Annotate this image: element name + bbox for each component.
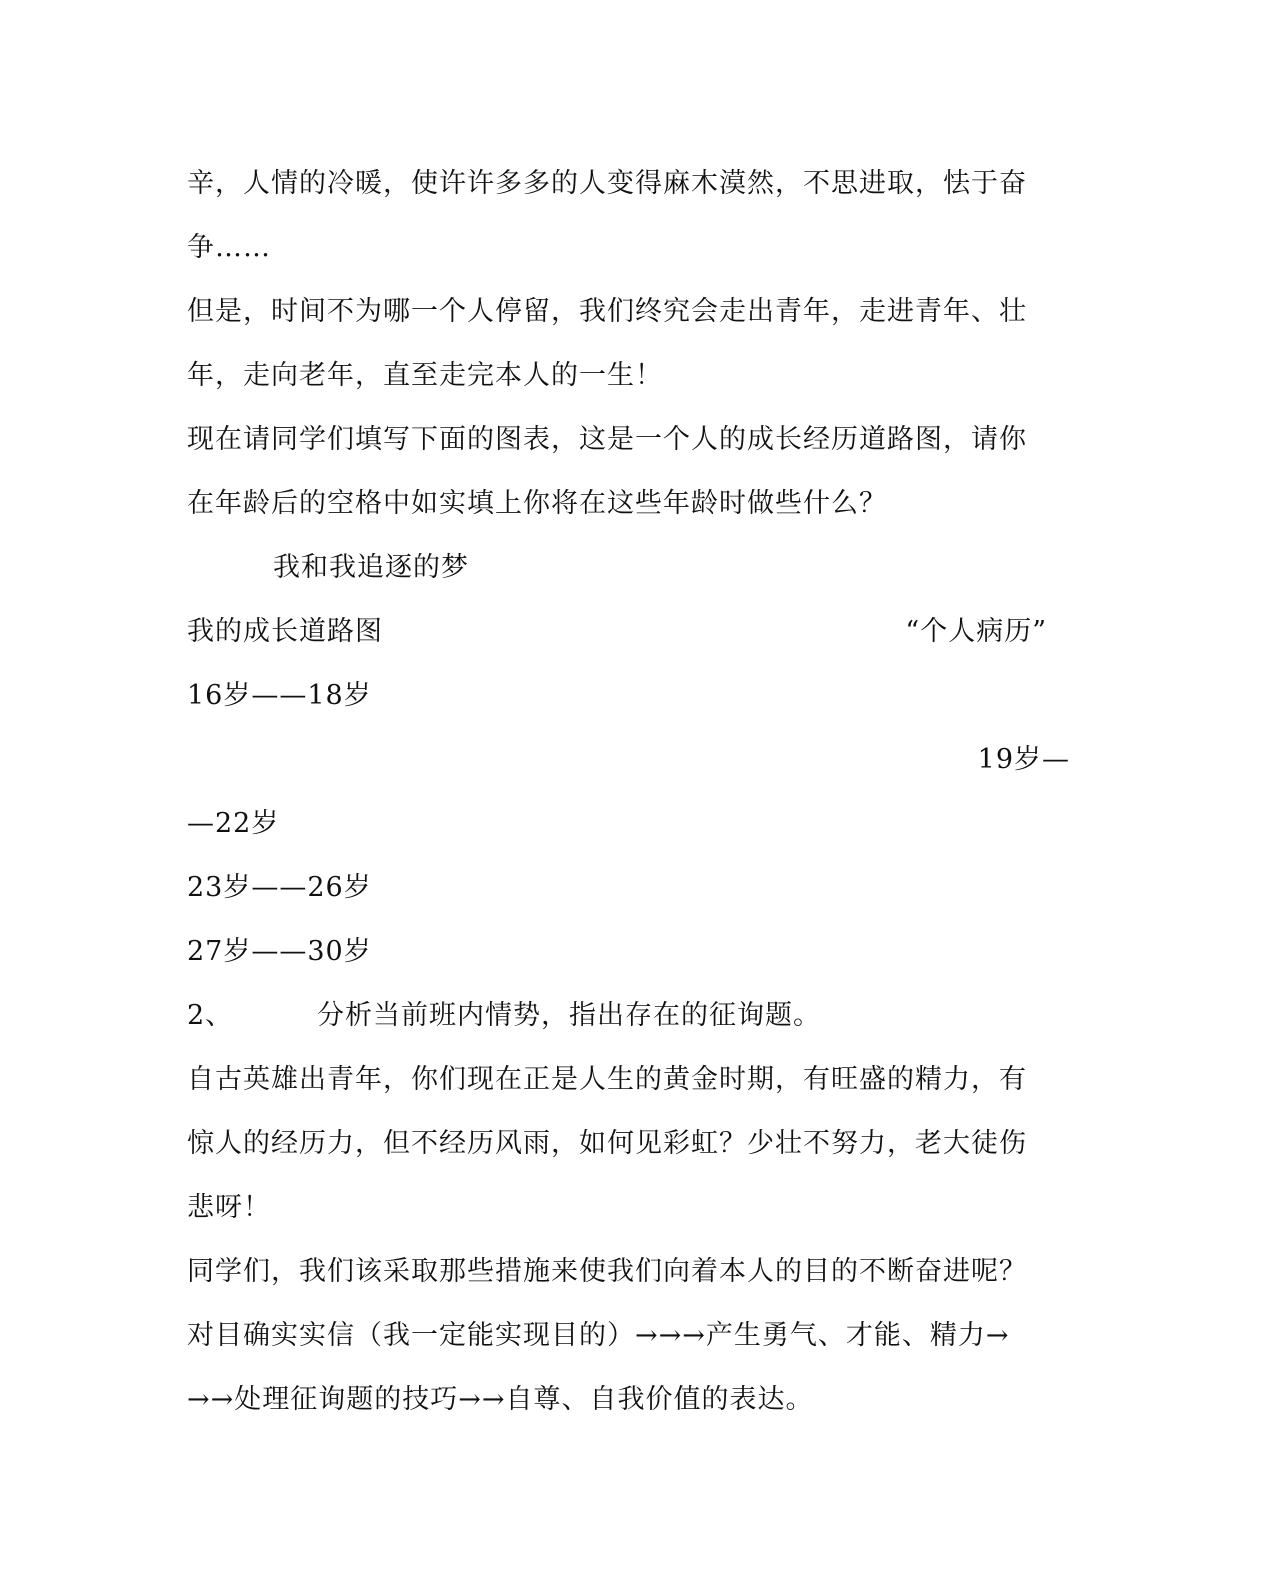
item-number: 2、 [187,1000,234,1031]
paragraph-line: 惊人的经历力，但不经历风雨，如何见彩虹？少壮不努力，老大徒伤 [187,1128,1027,1159]
text-line: 争…… [187,232,271,263]
text-line: 但是，时间不为哪一个人停留，我们终究会走出青年，走进青年、壮 [187,296,1027,327]
age-range-4: 27岁——30岁 [187,936,372,967]
text-line: 现在请同学们填写下面的图表，这是一个人的成长经历道路图，请你 [187,424,1027,455]
text-line: 年，走向老年，直至走完本人的一生！ [187,360,663,391]
paragraph-line: 对目确实实信（我一定能实现目的）→→→产生勇气、才能、精力→ [187,1320,1010,1351]
paragraph-line: 同学们，我们该采取那些措施来使我们向着本人的目的不断奋进呢？ [187,1256,1027,1287]
numbered-item-2 [187,996,1067,1036]
text-line: 辛，人情的冷暖，使许许多多的人变得麻木漠然，不思进取，怯于奋 [187,168,1027,199]
age-range-3: 23岁——26岁 [187,872,372,903]
chart-header [187,612,1047,652]
paragraph-line: →→处理征询题的技巧→→自尊、自我价值的表达。 [187,1384,814,1415]
age-range-1: 16岁——18岁 [187,680,372,711]
paragraph-line: 自古英雄出青年，你们现在正是人生的黄金时期，有旺盛的精力，有 [187,1064,1027,1095]
paragraph-line: 悲呀！ [187,1192,271,1223]
age-range-2-start: 19岁— [977,744,1070,775]
chart-header-right: “个人病历” [905,616,1047,647]
age-range-2-end: —22岁 [187,808,280,839]
chart-header-left: 我的成长道路图 [187,616,383,647]
item-text: 分析当前班内情势，指出存在的征询题。 [317,1000,821,1031]
section-title: 我和我追逐的梦 [273,552,469,583]
text-line: 在年龄后的空格中如实填上你将在这些年龄时做些什么？ [187,488,887,519]
